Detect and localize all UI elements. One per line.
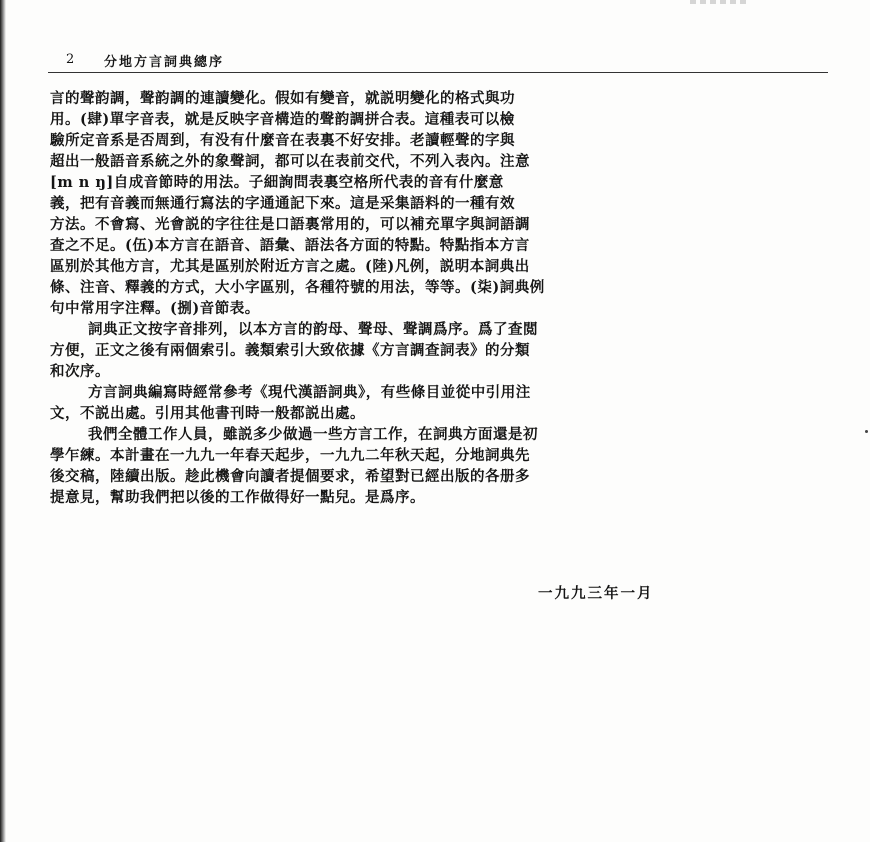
scan-speck (865, 430, 868, 433)
scan-edge-shadow (0, 0, 6, 842)
text-line: 超出一般語音系統之外的象聲詞，都可以在表前交代，不列入表內。注意 (50, 153, 530, 170)
text-line: 用。(肆)單字音表，就是反映字音構造的聲韵調拼合表。這種表可以檢 (50, 111, 515, 128)
paragraph-start-line: 我們全體工作人員，雖説多少做過一些方言工作，在詞典方面還是初 (88, 426, 538, 443)
body-text (50, 88, 830, 508)
signature-date: 一九九三年一月 (538, 585, 654, 602)
text-line: 後交稿，陸續出版。趁此機會向讀者提個要求，希望對已經出版的各册多 (50, 468, 530, 485)
paragraph-start-line: 詞典正文按字音排列，以本方言的韵母、聲母、聲調爲序。爲了查閲 (88, 321, 538, 338)
text-line: 方便，正文之後有兩個索引。義類索引大致依據《方言調查詞表》的分類 (50, 342, 530, 359)
running-title: 分地方言詞典總序 (104, 55, 225, 70)
text-line: 學乍練。本計畫在一九九一年春天起步，一九九二年秋天起，分地詞典先 (50, 447, 530, 464)
text-line: 條、注音、釋義的方式，大小字區别，各種符號的用法，等等。(柒)詞典例 (50, 279, 545, 296)
page-number: 2 (66, 52, 76, 67)
text-line: 驗所定音系是否周到，有没有什麼音在表裏不好安排。老讀輕聲的字與 (50, 132, 515, 149)
text-line: [m n ŋ]自成音節時的用法。子細詢問表裏空格所代表的音有什麼意 (50, 174, 504, 191)
scan-artifact (690, 0, 750, 4)
paragraph-start-line: 方言詞典編寫時經常參考《現代漢語詞典》，有些條目並從中引用注 (88, 384, 531, 401)
text-line: 義，把有音義而無通行寫法的字通通記下來。這是采集語料的一種有效 (50, 195, 515, 212)
text-line: 區别於其他方言，尤其是區别於附近方言之處。(陸)凡例，説明本詞典出 (50, 258, 530, 275)
text-line: 句中常用字注釋。(捌)音節表。 (50, 300, 260, 317)
text-line: 文，不説出處。引用其他書刊時一般都説出處。 (50, 405, 365, 422)
text-line: 方法。不會寫、光會説的字往往是口語裏常用的，可以補充單字與詞語調 (50, 216, 530, 233)
text-line: 提意見，幫助我們把以後的工作做得好一點兒。是爲序。 (50, 489, 425, 506)
text-line: 言的聲韵調，聲韵調的連讀變化。假如有變音，就説明變化的格式與功 (50, 90, 515, 107)
running-header (48, 50, 828, 73)
text-line: 和次序。 (50, 363, 110, 380)
text-line: 查之不足。(伍)本方言在語音、語彙、語法各方面的特點。特點指本方言 (50, 237, 530, 254)
